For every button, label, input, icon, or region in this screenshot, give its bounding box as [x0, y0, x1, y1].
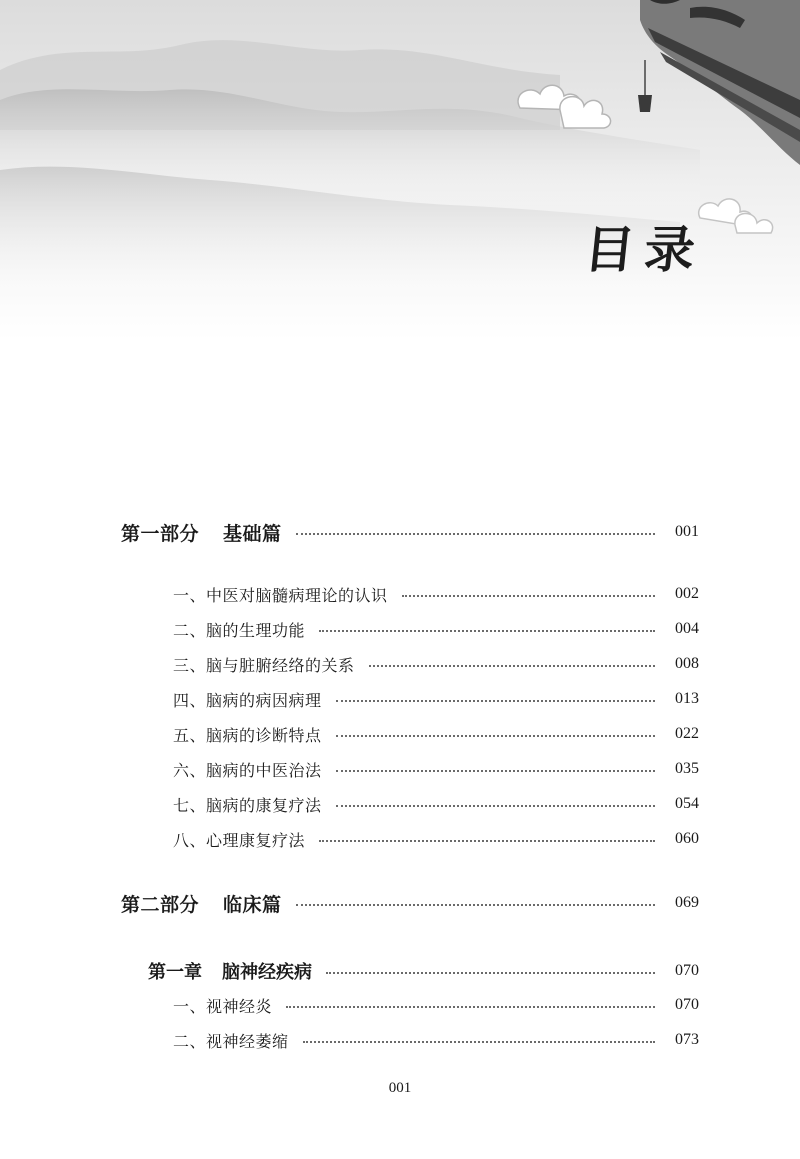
toc-part-2-page: 069: [675, 894, 699, 911]
page-number: 001: [388, 1080, 412, 1096]
toc-item[interactable]: [173, 649, 699, 679]
toc-chapter-1-number: 第一章: [148, 962, 202, 983]
dot-leader: [336, 735, 655, 737]
toc-item[interactable]: [173, 789, 699, 819]
dot-leader: [336, 770, 655, 772]
dot-leader: [319, 840, 655, 842]
toc-item-label: 一、视神经炎: [173, 996, 273, 1016]
dot-leader: [286, 1006, 655, 1008]
toc-item-page: 035: [675, 760, 699, 777]
toc-chapter-1[interactable]: [148, 956, 699, 986]
toc-item[interactable]: [173, 579, 699, 609]
toc-item-page: 060: [675, 830, 699, 847]
dot-leader: [319, 630, 655, 632]
toc-item-label: 二、视神经萎缩: [173, 1031, 289, 1051]
toc-item-page: 070: [675, 996, 699, 1013]
toc-item[interactable]: [173, 754, 699, 784]
toc-part-1-number: 第一部分: [121, 522, 200, 545]
dot-leader: [326, 972, 655, 974]
toc-item-page: 013: [675, 690, 699, 707]
toc-part-2-number: 第二部分: [121, 893, 200, 916]
toc-chapter-1-page: 070: [675, 962, 699, 979]
toc-item-label: 七、脑病的康复疗法: [173, 795, 322, 815]
toc-part-2-name: 临床篇: [223, 893, 282, 916]
toc-part-1-name: 基础篇: [223, 522, 282, 545]
toc-item-page: 054: [675, 795, 699, 812]
toc-item-label: 八、心理康复疗法: [173, 830, 306, 850]
dot-leader: [296, 904, 655, 906]
dot-leader: [336, 700, 655, 702]
toc-item-page: 002: [675, 585, 699, 602]
toc-chapter-1-name: 脑神经疾病: [222, 962, 312, 983]
page-title: 目录: [581, 220, 708, 279]
toc-item-page: 022: [675, 725, 699, 742]
toc-item-label: 六、脑病的中医治法: [173, 760, 322, 780]
toc-item-page: 004: [675, 620, 699, 637]
dot-leader: [296, 533, 655, 535]
toc-item[interactable]: [173, 824, 699, 854]
toc-part-1[interactable]: [121, 517, 699, 547]
toc-item[interactable]: [173, 990, 699, 1020]
toc-item-label: 一、中医对脑髓病理论的认识: [173, 585, 388, 605]
toc-part-1-label: [121, 519, 282, 546]
dot-leader: [369, 665, 655, 667]
toc-item-label: 三、脑与脏腑经络的关系: [173, 655, 355, 675]
toc-part-2[interactable]: [121, 888, 699, 918]
toc-item-label: 五、脑病的诊断特点: [173, 725, 322, 745]
toc-item-page: 008: [675, 655, 699, 672]
toc-item[interactable]: [173, 719, 699, 749]
ink-landscape-header-illustration: [0, 0, 800, 340]
toc-item[interactable]: [173, 1025, 699, 1055]
dot-leader: [402, 595, 655, 597]
dot-leader: [303, 1041, 655, 1043]
toc-item-label: 二、脑的生理功能: [173, 620, 306, 640]
toc-part-1-page: 001: [675, 523, 699, 540]
toc-part-2-label: [121, 890, 282, 917]
toc-item[interactable]: [173, 684, 699, 714]
toc-item[interactable]: [173, 614, 699, 644]
toc-item-label: 四、脑病的病因病理: [173, 690, 322, 710]
toc-chapter-1-label: [148, 958, 312, 984]
dot-leader: [336, 805, 655, 807]
toc-item-page: 073: [675, 1031, 699, 1048]
